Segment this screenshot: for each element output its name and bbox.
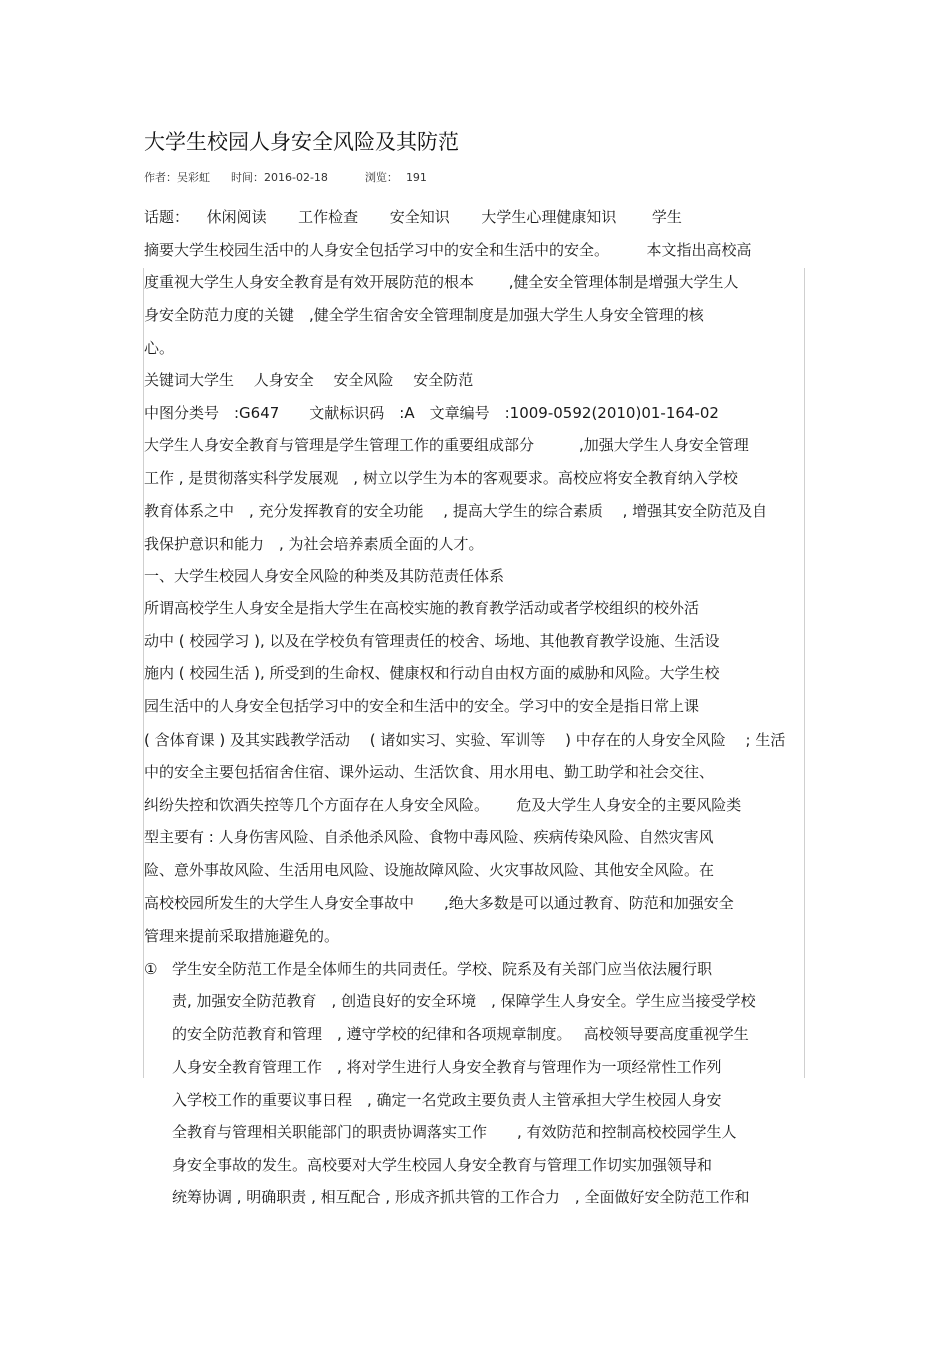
article-meta — [144, 171, 427, 185]
views-label: 浏览： — [364, 171, 398, 184]
body-line: 动中 ( 校园学习 ), 以及在学校负有管理责任的校舍、场地、其他教育教学设施、生活设 — [144, 632, 720, 650]
body-line: 管理来提前采取措施避免的。 — [144, 927, 340, 945]
keywords-line: 关键词大学生 人身安全 安全风险 安全防范 — [144, 371, 474, 389]
topic-tag[interactable]: 安全知识 — [389, 208, 450, 226]
abstract-line: 度重视大学生人身安全教育是有效开展防范的根本 ,健全安全管理体制是增强大学生人 — [144, 273, 739, 291]
publish-date: 2016-02-18 — [264, 171, 328, 184]
list-item-line: 全教育与管理相关职能部门的职责协调落实工作 , 有效防范和控制高校校园学生人 — [172, 1123, 737, 1141]
tags-label: 话题： — [144, 208, 190, 226]
list-item-line: 人身安全教育管理工作 , 将对学生进行人身安全教育与管理作为一项经常性工作列 — [172, 1058, 722, 1076]
body-line: 所谓高校学生人身安全是指大学生在高校实施的教育教学活动或者学校组织的校外活 — [144, 599, 700, 617]
list-item-line: 统筹协调 , 明确职责 , 相互配合 , 形成齐抓共管的工作合力 , 全面做好安全防范工作和 — [172, 1188, 750, 1206]
section-heading: 一、大学生校园人身安全风险的种类及其防范责任体系 — [144, 567, 505, 585]
topic-tags — [144, 207, 682, 227]
classification-line: 中图分类号 :G647 文献标识码 :A 文章编号 :1009-0592(2010)01-164-02 — [144, 404, 719, 422]
list-item-line: 身安全事故的发生。高校要对大学生校园人身安全教育与管理工作切实加强领导和 — [172, 1156, 713, 1174]
body-line: 工作 , 是贯彻落实科学发展观 , 树立以学生为本的客观要求。高校应将安全教育纳入学校 — [144, 469, 738, 487]
article-title: 大学生校园人身安全风险及其防范 — [144, 130, 459, 154]
topic-tag[interactable]: 休闲阅读 — [206, 208, 267, 226]
topic-tag[interactable]: 工作检查 — [298, 208, 359, 226]
author-name: 吴彩虹 — [177, 171, 210, 184]
body-line: 我保护意识和能力 , 为社会培养素质全面的人才。 — [144, 535, 484, 553]
list-item-line: 的安全防范教育和管理 , 遵守学校的纪律和各项规章制度。 高校领导要高度重视学生 — [172, 1025, 749, 1043]
topic-tag[interactable]: 学生 — [651, 208, 682, 226]
body-line: 高校校园所发生的大学生人身安全事故中 ,绝大多数是可以通过教育、防范和加强安全 — [144, 894, 734, 912]
list-bullet: ① — [144, 960, 158, 978]
body-line: 纠纷失控和饮酒失控等几个方面存在人身安全风险。 危及大学生人身安全的主要风险类 — [144, 796, 742, 814]
list-item-line: 学生安全防范工作是全体师生的共同责任。学校、院系及有关部门应当依法履行职 — [172, 960, 713, 978]
abstract-line: 身安全防范力度的关键 ,健全学生宿舍安全管理制度是加强大学生人身安全管理的核 — [144, 306, 704, 324]
list-item-line: 入学校工作的重要议事日程 , 确定一名党政主要负责人主管承担大学生校园人身安 — [172, 1091, 722, 1109]
views-count: 191 — [405, 171, 427, 184]
topic-tag[interactable]: 大学生心理健康知识 — [481, 208, 617, 226]
abstract-line: 摘要大学生校园生活中的人身安全包括学习中的安全和生活中的安全。 本文指出高校高 — [144, 241, 752, 259]
body-line: 教育体系之中 , 充分发挥教育的安全功能 , 提高大学生的综合素质 , 增强其安全防范及自 — [144, 502, 768, 520]
body-line: ( 含体育课 ) 及其实践教学活动 ( 诸如实习、实验、军训等 ) 中存在的人身安全风险 ; 生活 — [144, 731, 786, 749]
time-label: 时间： — [231, 171, 264, 184]
list-item-line: 责, 加强安全防范教育 , 创造良好的安全环境 , 保障学生人身安全。学生应当接受学校 — [172, 992, 756, 1010]
body-line: 园生活中的人身安全包括学习中的安全和生活中的安全。学习中的安全是指日常上课 — [144, 697, 700, 715]
body-line: 险、意外事故风险、生活用电风险、设施故障风险、火灾事故风险、其他安全风险。在 — [144, 861, 715, 879]
body-line: 中的安全主要包括宿舍住宿、课外运动、生活饮食、用水用电、勤工助学和社会交往、 — [144, 763, 715, 781]
body-line: 施内 ( 校园生活 ), 所受到的生命权、健康权和行动自由权方面的威胁和风险。大学生校 — [144, 664, 720, 682]
abstract-line: 心。 — [144, 339, 175, 357]
body-line: 型主要有 : 人身伤害风险、自杀他杀风险、食物中毒风险、疾病传染风险、自然灾害风 — [144, 828, 714, 846]
author-label: 作者： — [144, 171, 177, 184]
body-line: 大学生人身安全教育与管理是学生管理工作的重要组成部分 ,加强大学生人身安全管理 — [144, 436, 749, 454]
